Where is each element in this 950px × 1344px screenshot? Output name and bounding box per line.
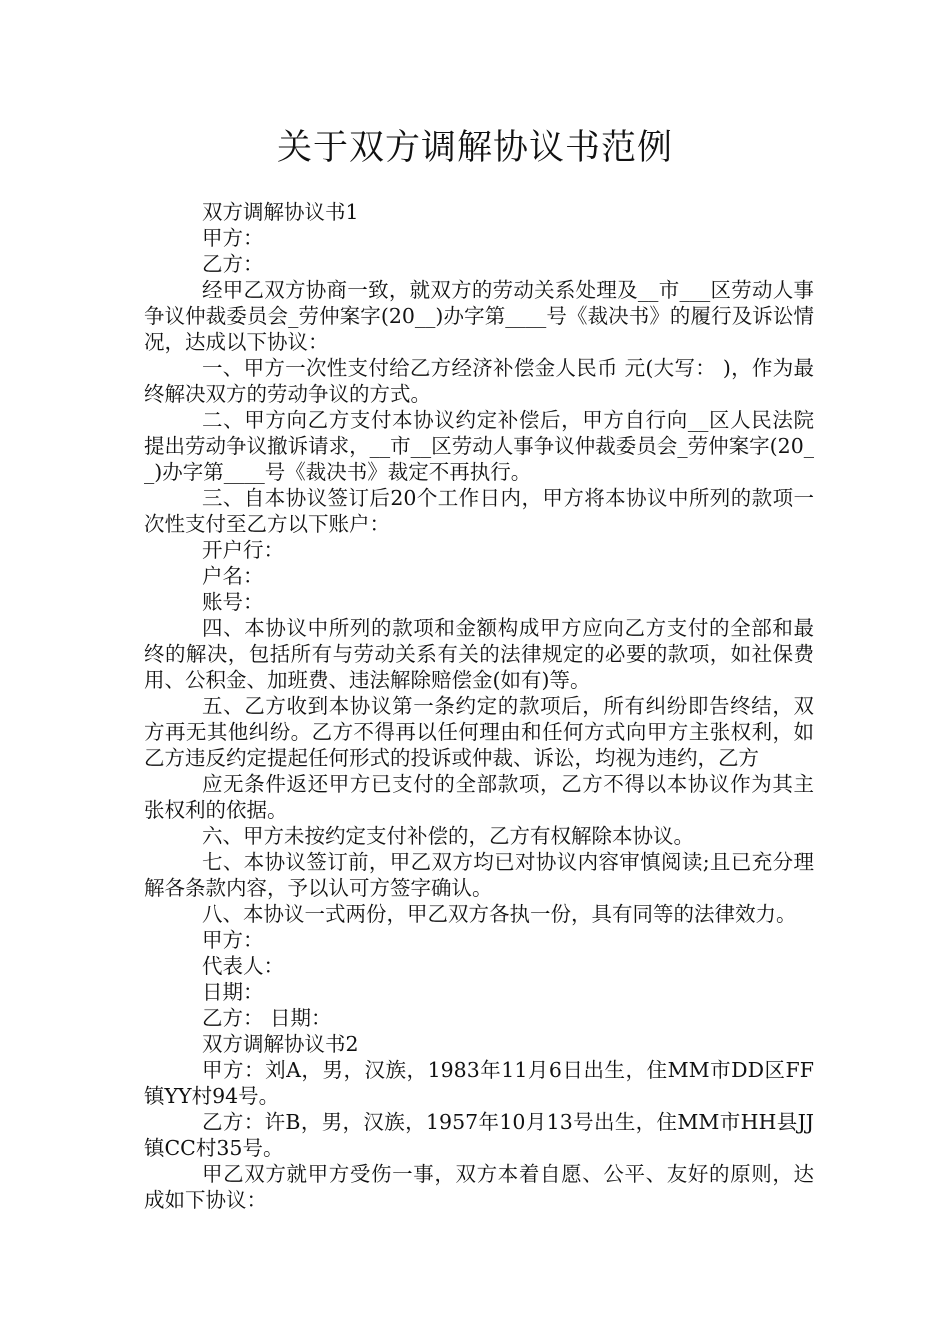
paragraph: 甲方： bbox=[202, 928, 264, 952]
paragraph: 甲乙双方就甲方受伤一事，双方本着自愿、公平、友好的原则，达成如下协议： bbox=[144, 1162, 814, 1212]
paragraph: 开户行： bbox=[202, 538, 284, 562]
paragraph: 四、本协议中所列的款项和金额构成甲方应向乙方支付的全部和最终的解决，包括所有与劳动关系有关的法律规定的必要的款项，如社保费用、公积金、加班费、违法解除赔偿金(如有)等。 bbox=[144, 616, 814, 692]
paragraph: 八、本协议一式两份，甲乙双方各执一份，具有同等的法律效力。 bbox=[202, 902, 797, 926]
paragraph: 双方调解协议书2 bbox=[202, 1032, 359, 1056]
paragraph: 二、甲方向乙方支付本协议约定补偿后，甲方自行向__区人民法院提出劳动争议撤诉请求，__市__区劳动人事争议仲裁委员会_劳仲案字(20__)办字第____号《裁决书》裁定不再执行。 bbox=[144, 408, 814, 484]
paragraph: 双方调解协议书1 bbox=[202, 200, 359, 224]
paragraph: 六、甲方未按约定支付补偿的，乙方有权解除本协议。 bbox=[202, 824, 694, 848]
paragraph: 经甲乙双方协商一致，就双方的劳动关系处理及__市___区劳动人事争议仲裁委员会_劳仲案字(20__)办字第____号《裁决书》的履行及诉讼情况，达成以下协议： bbox=[144, 278, 814, 354]
paragraph: 乙方： 日期： bbox=[202, 1006, 332, 1030]
document-body bbox=[144, 199, 814, 1213]
paragraph: 五、乙方收到本协议第一条约定的款项后，所有纠纷即告终结，双方再无其他纠纷。乙方不得再以任何理由和任何方式向甲方主张权利，如乙方违反约定提起任何形式的投诉或仲裁、诉讼，均视为违约，乙方 bbox=[144, 694, 814, 770]
paragraph: 甲方： bbox=[202, 226, 264, 250]
paragraph: 一、甲方一次性支付给乙方经济补偿金人民币 元(大写： )，作为最终解决双方的劳动争议的方式。 bbox=[144, 356, 814, 406]
document-title: 关于双方调解协议书范例 bbox=[276, 128, 673, 168]
paragraph: 乙方：许B，男，汉族，1957年10月13号出生，住MM市HH县JJ镇CC村35号。 bbox=[144, 1110, 814, 1160]
paragraph: 账号： bbox=[202, 590, 264, 614]
paragraph: 日期： bbox=[202, 980, 264, 1004]
paragraph: 代表人： bbox=[202, 954, 284, 978]
paragraph: 三、自本协议签订后20个工作日内，甲方将本协议中所列的款项一次性支付至乙方以下账户： bbox=[144, 486, 814, 536]
paragraph: 乙方： bbox=[202, 252, 264, 276]
paragraph: 应无条件返还甲方已支付的全部款项，乙方不得以本协议作为其主张权利的依据。 bbox=[144, 772, 814, 822]
paragraph: 七、本协议签订前，甲乙双方均已对协议内容审慎阅读;且已充分理解各条款内容，予以认可方签字确认。 bbox=[144, 850, 814, 900]
paragraph: 甲方：刘A，男，汉族，1983年11月6日出生，住MM市DD区FF镇YY村94号。 bbox=[144, 1058, 814, 1108]
paragraph: 户名： bbox=[202, 564, 264, 588]
